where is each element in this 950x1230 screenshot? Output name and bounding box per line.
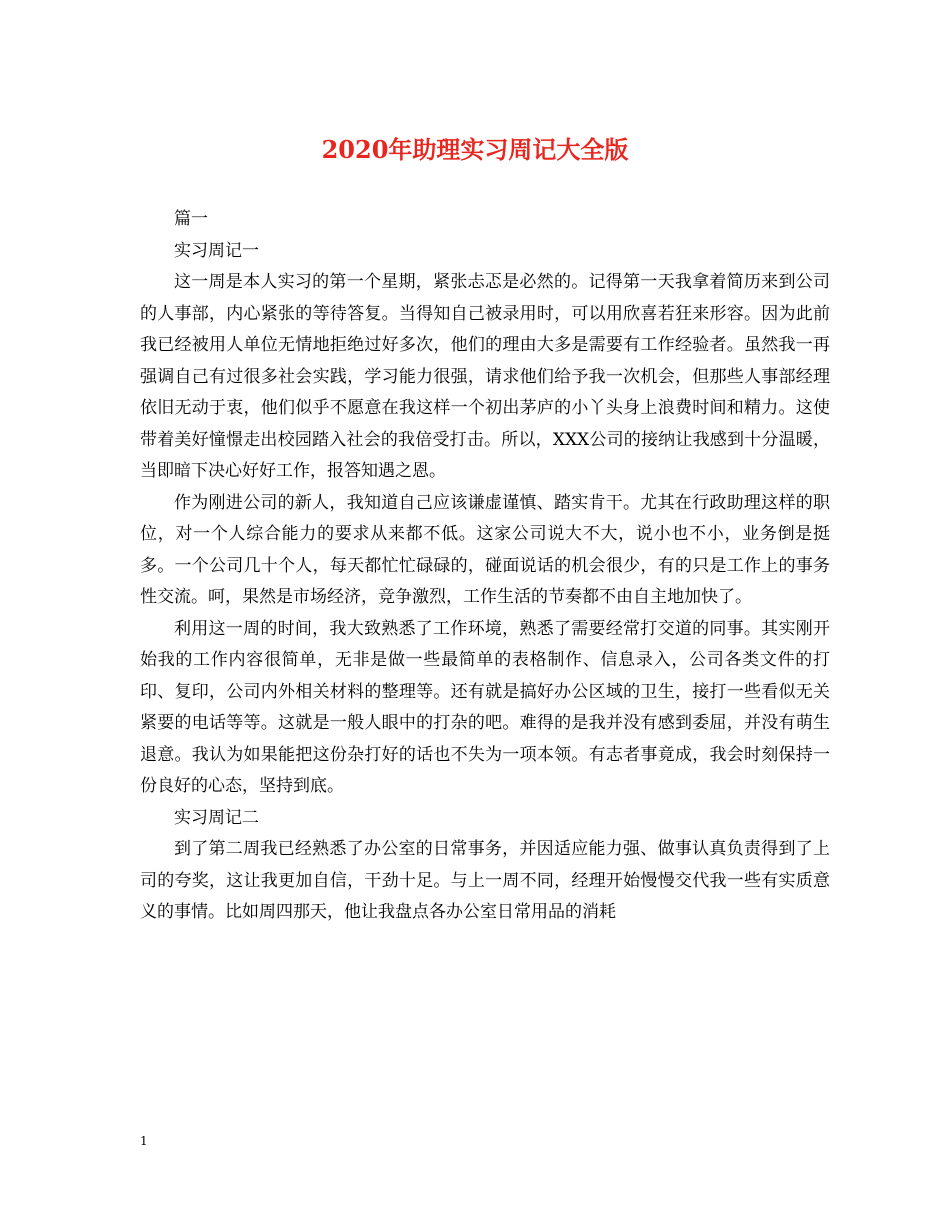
section-heading: 篇一 <box>174 209 208 229</box>
body-paragraph: 到了第二周我已经熟悉了办公室的日常事务，并因适应能力强、做事认真负责得到了上司的夸奖，这让我更加自信，干劲十足。与上一周不同，经理开始慢慢交代我一些有实质意义的事情。比如周四那天，他让我盘点各办公室日常用品的消耗 <box>140 839 830 922</box>
body-paragraph: 作为刚进公司的新人，我知道自己应该谦虚谨慎、踏实肯干。尤其在行政助理这样的职位，对一个人综合能力的要求从来都不低。这家公司说大不大，说小也不小，业务倒是挺多。一个公司几十个人，每天都忙忙碌碌的，碰面说话的机会很少，有的只是工作上的事务性交流。呵，果然是市场经济，竞争激烈，工作生活的节奏都不由自主地加快了。 <box>140 492 830 607</box>
subsection-heading: 实习周记二 <box>174 807 259 828</box>
document-body <box>140 204 830 929</box>
body-paragraph: 这一周是本人实习的第一个星期，紧张忐忑是必然的。记得第一天我拿着简历来到公司的人事部，内心紧张的等待答复。当得知自己被录用时，可以用欣喜若狂来形容。因为此前我已经被用人单位无情地拒绝过好多次，他们的理由大多是需要有工作经验者。虽然我一再强调自己有过很多社会实践，学习能力很强，请求他们给予我一次机会，但那些人事部经理依旧无动于衷，他们似乎不愿意在我这样一个初出茅庐的小丫头身上浪费时间和精力。这使带着美好憧憬走出校园踏入社会的我倍受打击。所以，XXX公司的接纳让我感到十分温暖，当即暗下决心好好工作，报答知遇之恩。 <box>140 272 830 481</box>
subsection-heading: 实习周记一 <box>174 240 259 261</box>
body-paragraph: 利用这一周的时间，我大致熟悉了工作环境，熟悉了需要经常打交道的同事。其实刚开始我的工作内容很简单，无非是做一些最简单的表格制作、信息录入，公司各类文件的打印、复印，公司内外相关材料的整理等。还有就是搞好办公区域的卫生，接打一些看似无关紧要的电话等等。这就是一般人眼中的打杂的吧。难得的是我并没有感到委屈，并没有萌生退意。我认为如果能把这份杂打好的话也不失为一项本领。有志者事竟成，我会时刻保持一份良好的心态，坚持到底。 <box>140 618 830 796</box>
document-title: 2020年助理实习周记大全版 <box>321 135 629 164</box>
page-number: 1 <box>140 1134 148 1148</box>
